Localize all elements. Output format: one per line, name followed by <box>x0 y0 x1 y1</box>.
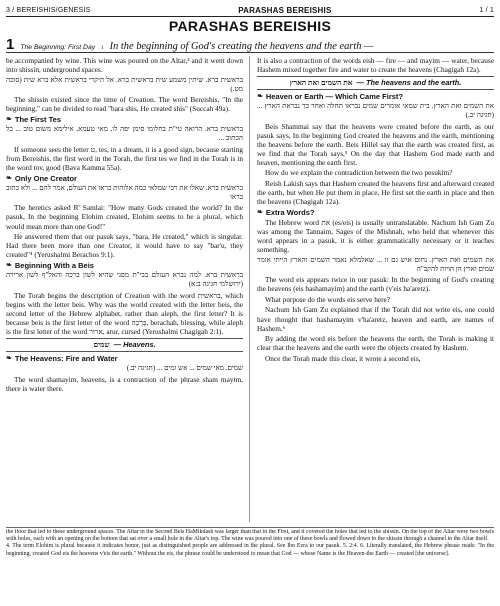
verse-text: In the beginning of God's creating the heavens and the earth — <box>109 41 374 52</box>
verse-rule <box>6 52 494 53</box>
paragraph: What purpose do the words eis serve here? <box>265 294 391 304</box>
running-head-center: PARASHAS BEREISHIS <box>238 5 332 15</box>
verse-heading: The Beginning: First Day <box>20 44 96 51</box>
paragraph: How do we explain the contradiction between the two pesukim? <box>265 168 453 178</box>
hebrew-source: בראשית ברא. למה נברא העולם בבי"ת מפני שהיא לשון ברכה והאל"ף לשון ארירה (ירושלמי חגיגה ב:א) <box>6 271 243 289</box>
section-heading-label: The First Tes <box>14 115 61 125</box>
section-heading <box>6 261 243 270</box>
left-column <box>6 56 243 522</box>
section-heading-label: Heaven or Earth — Which Came First? <box>265 92 403 102</box>
phrase-english: — Heavens. <box>113 339 156 349</box>
phrase-rule <box>6 351 243 352</box>
phrase-rule <box>257 89 494 90</box>
section-heading-label: Only One Creator <box>14 173 77 183</box>
top-rule <box>6 16 494 17</box>
section-heading <box>6 354 243 363</box>
section-marker-icon: ❧ <box>257 209 263 217</box>
phrase-rule <box>257 76 494 77</box>
phrase-hebrew: שמים <box>93 339 110 349</box>
phrase-heading <box>6 340 243 349</box>
paragraph: The shissin existed since the time of Creation. The word Bereishis, "In the beginning," can be divided to read "bara shis, He created shis" (Succah 49a). <box>6 95 243 114</box>
section-marker-icon: ❧ <box>6 355 12 363</box>
column-divider <box>249 56 250 522</box>
section-heading-label: Beginning With a Beis <box>14 261 94 271</box>
section-heading <box>6 174 243 183</box>
hebrew-source: את השמים ואת הארץ. בית שמאי אומרים שמים נבראו תחלה ואחר כך נבראת הארץ ... (חגיגה יב.) <box>257 102 494 120</box>
section-marker-icon: ❧ <box>257 93 263 101</box>
paragraph: The word shamayim, heavens, is a contraction of the phrase sham mayim, there is water there. <box>6 374 243 393</box>
running-head <box>6 4 494 16</box>
paragraph: Reish Lakish says that Hashem created the heavens first and afterward created the earth, but when He put them in place, He first set the earth in place and then the heavens (Chagigah 12a). <box>257 178 494 207</box>
footnote: 4. The term Elohim is plural because it indicates honor, just as distinguished people are addressed in the plural. See Ibn Ezra to our pasuk. 5. 2:4. 6. Literally translated, the Hebrew phrase reads: "In the beginning, created God eis the heavens v'eis the earth." Without the eis, the phrase could be understood to mean that God — whose Name is the Heaven-the Earth — created [the universe]. <box>6 543 494 557</box>
verse-sup: 1 <box>101 46 104 51</box>
running-head-left: 3 / BEREISHIS/GENESIS <box>6 6 91 14</box>
verse-number: 1 <box>6 36 15 53</box>
paragraph: The heretics asked R' Samlai: "How many Gods created the world? In the pasuk, In the beginning Elohim created, Elohim seems to be a plural, which would mean more than one God!" <box>6 203 243 231</box>
footnotes <box>6 529 494 603</box>
section-heading <box>257 92 494 101</box>
paragraph: It is also a contraction of the words eish — fire — and mayim — water, because Hashem mixed together fire and water to create the heavens (Chagigah 12a). <box>257 56 494 75</box>
footnote: the floor that led to these underground spaces. The Altar in the Second Beis HaMikdash was larger than that in the First, and it covered the holes that led to the shissin. On the top of the Altar were two bowls with holes, each with an opening on the bottom that sat over a small hole in the Altar's top. The wine was poured into one of these bowls and flowed down to the shissin through a channel in the Altar itself. <box>6 529 494 543</box>
verse-line <box>6 36 494 53</box>
hebrew-source: את השמים ואת הארץ. נחום איש גם זו ... שאלמלא נאמר השמים והארץ הייתי אומר שמים וארץ הן הויות להקב"ה <box>257 255 494 273</box>
hebrew-source: בראשית ברא. שיתין משמע שית בראשית ברא. אל תיקרי בראשית אלא ברא שית (סוכה מט.) <box>6 75 243 93</box>
hebrew-source: שמים. מאי שמים ... אש ומים ... (חגיגה יב.) <box>126 364 243 373</box>
section-heading <box>6 115 243 124</box>
right-column <box>257 56 494 522</box>
hebrew-source: בראשית ברא. שאלו את רבי שמלאי כמה אלוהות בראו את העולם, אמר להם ... ולא כתוב בראו <box>6 183 243 201</box>
paragraph: Once the Torah made this clear, it wrote a second eis, <box>265 353 421 363</box>
section-heading-label: The Heavens: Fire and Water <box>14 354 118 364</box>
paragraph: By adding the word eis before the heavens the earth, the Torah is making it clear that the heavens and the earth were the objects created by Hashem. <box>257 334 494 353</box>
footnote-rule <box>6 527 494 528</box>
section-marker-icon: ❧ <box>6 262 12 270</box>
phrase-english: — The heavens and the earth. <box>356 78 462 88</box>
paragraph: Nachum Ish Gam Zu explained that if the Torah did not write eis, one could have thought that hashamayim v'ha'aretz, heaven and earth, are names of Hashem.⁶ <box>257 305 494 333</box>
paragraph: He answered them that our pasuk says, "bara, He created," which is singular. Had there been more than one Creator, it would have to say "bar'u, they created"⁴ (Yerushalmi Berachos 9:1). <box>6 232 243 260</box>
paragraph: be accompanied by wine. This wine was poured on the Altar,³ and it went down into shissin, underground spaces. <box>6 56 243 75</box>
paragraph: The word eis appears twice in our pasuk: In the beginning of God's creating the heavens (eis hashamayim) and the earth (v'eis ha'aretz). <box>257 275 494 294</box>
phrase-heading <box>257 78 494 87</box>
paragraph: The Torah begins the description of Creation with the word בראשית, which begins with the letter beis. Why was the world created with the letter beis, the second letter of the Hebrew alphabet, rather than aleph, the first letter? It is because beis is the first letter of the word בְּרָכָה, berachah, blessing, while aleph is the first letter of the word ארור, arur, cursed (Yerushalmi Chagigah 2:1). <box>6 290 243 336</box>
paragraph: Beis Shammai say that the heavens were created before the earth, as our pasuk says, In the beginning God created the heavens and the earth, mentioning the heavens before the earth. Beis Hillel say that the earth was created first, as we find that the Torah says,⁵ On the day that Hashem God made earth and heaven, mentioning the earth first. <box>257 121 494 167</box>
running-head-right: 1 / 1 <box>479 6 494 14</box>
page-title: PARASHAS BEREISHIS <box>168 18 332 34</box>
section-heading <box>257 208 494 217</box>
phrase-rule <box>6 338 243 339</box>
phrase-hebrew: את השמים ואת הארץ <box>289 78 353 88</box>
section-marker-icon: ❧ <box>6 116 12 124</box>
section-marker-icon: ❧ <box>6 174 12 182</box>
section-heading-label: Extra Words? <box>265 208 315 218</box>
paragraph: The Hebrew word את (es/eis) is usually untranslatable. Nachum Ish Gam Zu was among the Tannaim, Sages of the Mishnah, who held that whenever this word appears in a pasuk, it is either grammatically necessary or it teaches something. <box>257 218 494 255</box>
hebrew-source: בראשית ברא. הרואה טי"ת בחלומו סימן יפה לו, מאי טעמא, אילימא משום טוב ... כל הכתוב ... <box>6 125 243 143</box>
paragraph: If someone sees the letter ט, tes, in a dream, it is a good sign, because starting from Bereishis, the first word in the Torah, the first tes we find in the Torah is in the word tov, good (Bava Kamma 55a). <box>6 144 243 172</box>
